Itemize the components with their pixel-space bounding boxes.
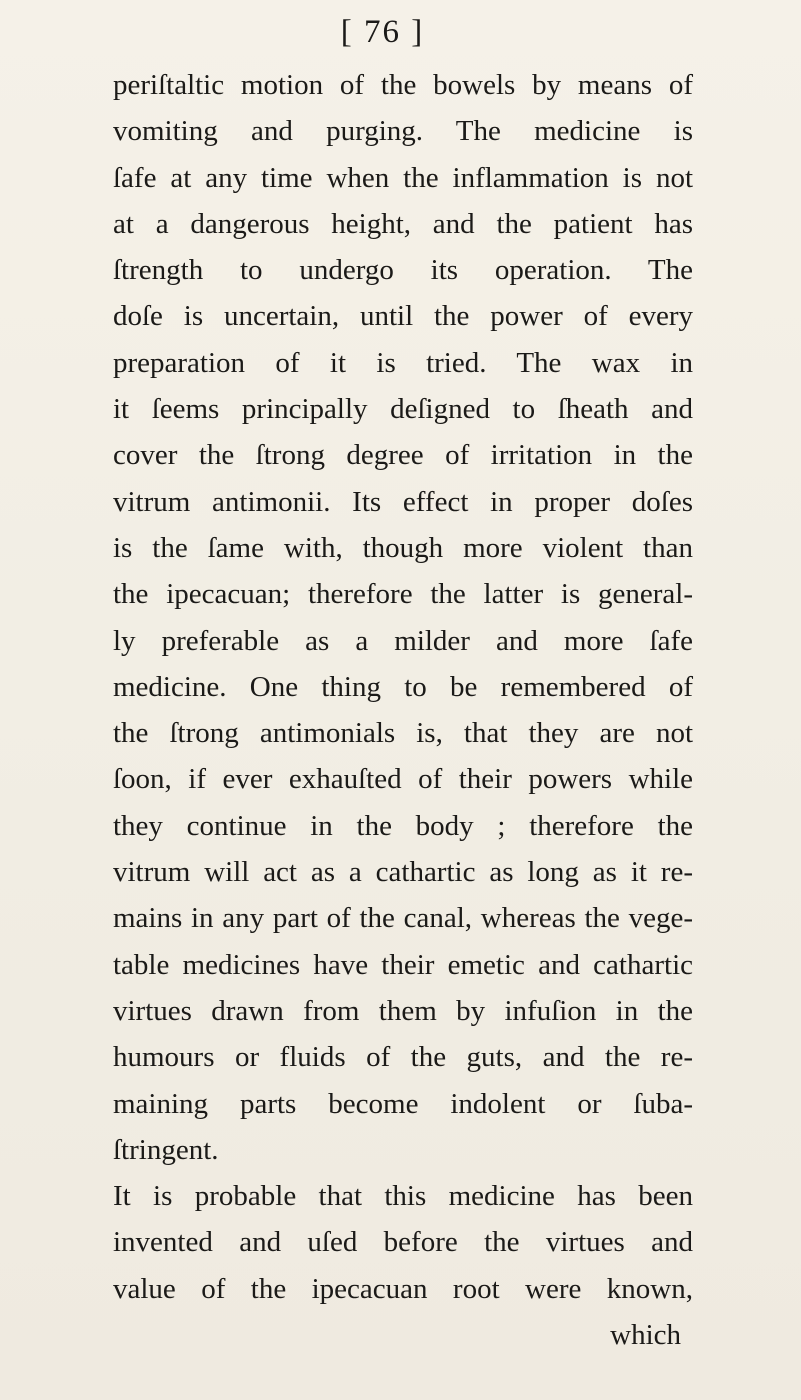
text-line: ſafe at any time when the inflammation is not [113,161,693,194]
text-line: It is probable that this medicine has been [113,1180,693,1213]
text-line: maining parts become indolent or ſuba- [113,1087,693,1120]
text-line: it ſeems principally deſigned to ſheath and [113,393,693,426]
text-line: is the ſame with, though more violent than [113,531,693,564]
text-line: table medicines have their emetic and cathartic [113,948,693,981]
text-line: vitrum will act as a cathartic as long as it re- [113,856,693,889]
text-line: doſe is uncertain, until the power of every [113,300,693,333]
text-line: ſtrength to undergo its operation. The [113,254,693,287]
body-text [113,62,693,1358]
text-line: ly preferable as a milder and more ſafe [113,624,693,657]
text-line: the ipecacuan; therefore the latter is general- [113,578,693,611]
text-line: ſtringent. [113,1133,219,1166]
text-line: ſoon, if ever exhauſted of their powers while [113,763,693,796]
text-line: they continue in the body ; therefore the [113,809,693,842]
text-line: virtues drawn from them by infuſion in the [113,994,693,1027]
text-line: mains in any part of the canal, whereas the vege- [113,902,693,935]
text-line: medicine. One thing to be remembered of [113,670,693,703]
text-line: periſtaltic motion of the bowels by means of [113,69,693,101]
text-line: cover the ſtrong degree of irritation in the [113,439,693,472]
text-line: value of the ipecacuan root were known, [113,1272,693,1305]
text-line: at a dangerous height, and the patient has [113,207,693,240]
text-line: vomiting and purging. The medicine is [113,115,693,148]
text-line: vitrum antimonii. Its effect in proper doſes [113,485,693,518]
text-line: preparation of it is tried. The wax in [113,346,693,379]
page-number: [ 76 ] [340,14,425,50]
text-line: invented and uſed before the virtues and [113,1226,693,1259]
text-line: humours or fluids of the guts, and the re- [113,1041,693,1074]
catchword: which [610,1319,681,1352]
text-line: the ſtrong antimonials is, that they are not [113,717,693,750]
